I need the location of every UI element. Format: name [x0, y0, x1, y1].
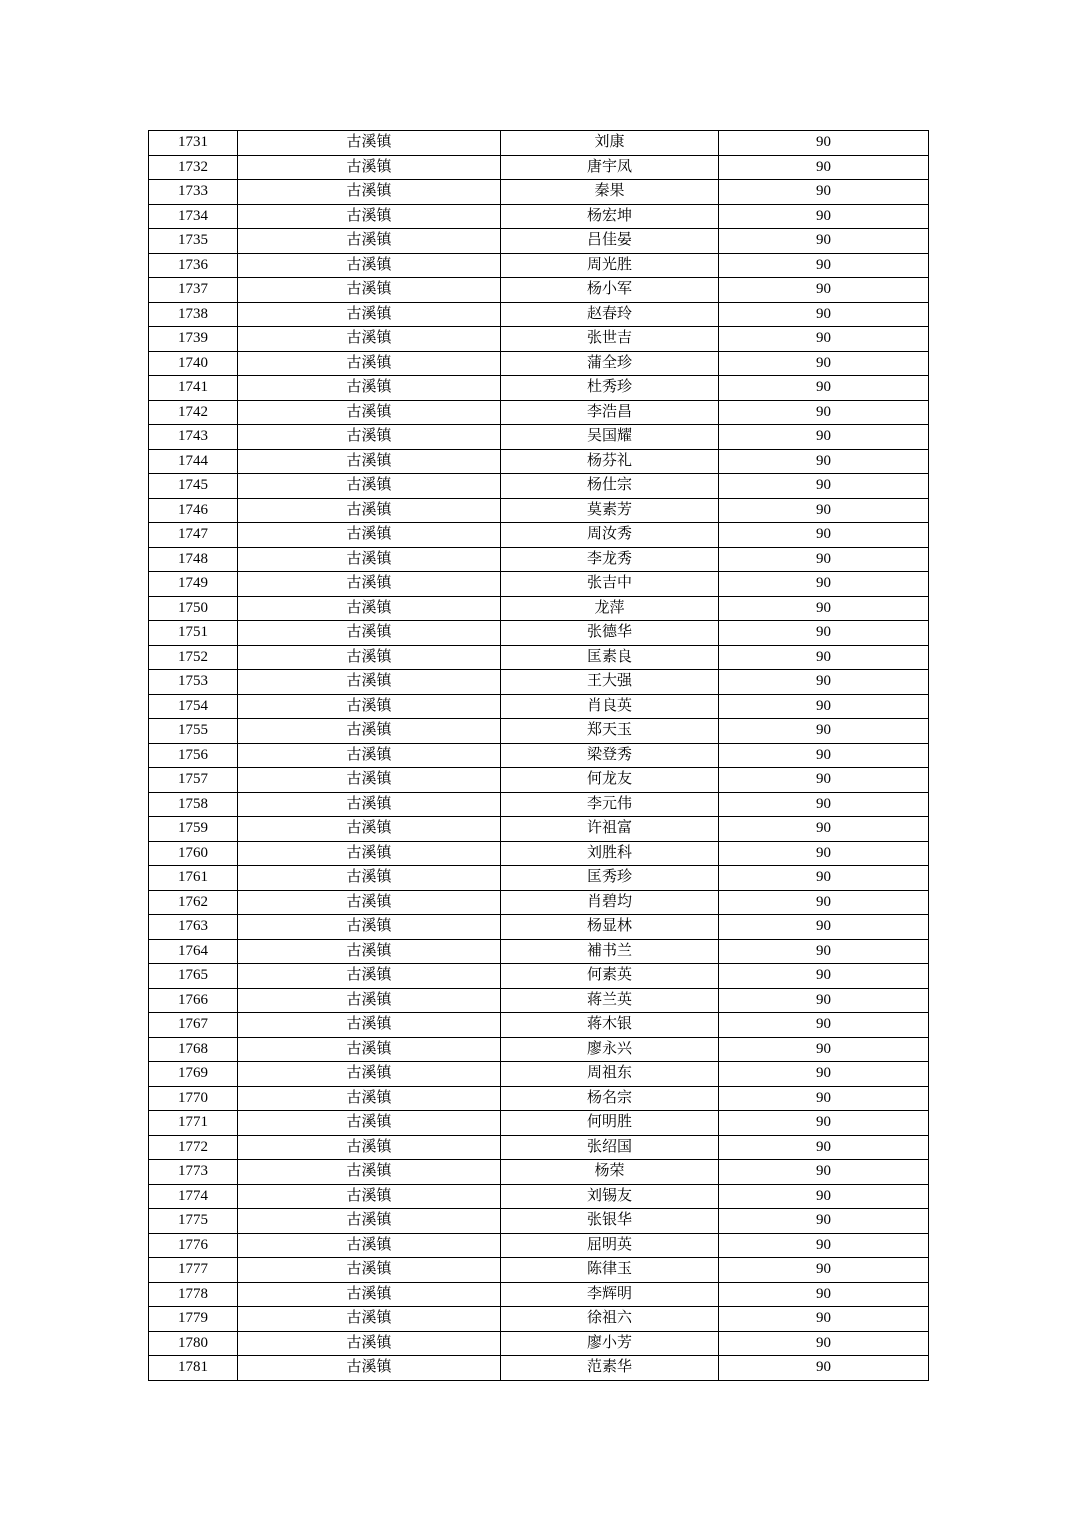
cell-person-name: 吴国耀: [501, 425, 719, 450]
cell-person-name: 廖永兴: [501, 1037, 719, 1062]
cell-row-number: 1766: [149, 988, 238, 1013]
cell-person-name: 李龙秀: [501, 547, 719, 572]
cell-person-name: 许祖富: [501, 817, 719, 842]
cell-score: 90: [719, 474, 929, 499]
cell-score: 90: [719, 964, 929, 989]
cell-score: 90: [719, 866, 929, 891]
cell-town: 古溪镇: [238, 866, 501, 891]
cell-row-number: 1762: [149, 890, 238, 915]
cell-town: 古溪镇: [238, 253, 501, 278]
cell-person-name: 张世吉: [501, 327, 719, 352]
cell-town: 古溪镇: [238, 1331, 501, 1356]
cell-row-number: 1736: [149, 253, 238, 278]
cell-score: 90: [719, 572, 929, 597]
table-row: [149, 1135, 929, 1160]
cell-person-name: 何素英: [501, 964, 719, 989]
cell-score: 90: [719, 1258, 929, 1283]
cell-row-number: 1763: [149, 915, 238, 940]
cell-town: 古溪镇: [238, 841, 501, 866]
table-row: [149, 278, 929, 303]
table-row: [149, 229, 929, 254]
cell-town: 古溪镇: [238, 964, 501, 989]
cell-row-number: 1755: [149, 719, 238, 744]
cell-row-number: 1771: [149, 1111, 238, 1136]
table-row: [149, 1331, 929, 1356]
cell-row-number: 1754: [149, 694, 238, 719]
cell-person-name: 杜秀珍: [501, 376, 719, 401]
cell-town: 古溪镇: [238, 670, 501, 695]
cell-town: 古溪镇: [238, 229, 501, 254]
table-row: [149, 1160, 929, 1185]
table-row: [149, 180, 929, 205]
table-row: [149, 841, 929, 866]
cell-score: 90: [719, 523, 929, 548]
table-row: [149, 155, 929, 180]
cell-person-name: 张德华: [501, 621, 719, 646]
cell-row-number: 1756: [149, 743, 238, 768]
table-row: [149, 1111, 929, 1136]
cell-row-number: 1778: [149, 1282, 238, 1307]
cell-row-number: 1739: [149, 327, 238, 352]
cell-person-name: 徐祖六: [501, 1307, 719, 1332]
cell-person-name: 蒋兰英: [501, 988, 719, 1013]
cell-row-number: 1731: [149, 131, 238, 156]
cell-town: 古溪镇: [238, 351, 501, 376]
cell-town: 古溪镇: [238, 890, 501, 915]
cell-town: 古溪镇: [238, 523, 501, 548]
cell-person-name: 補书兰: [501, 939, 719, 964]
cell-score: 90: [719, 229, 929, 254]
cell-row-number: 1753: [149, 670, 238, 695]
cell-row-number: 1775: [149, 1209, 238, 1234]
cell-town: 古溪镇: [238, 1184, 501, 1209]
cell-row-number: 1780: [149, 1331, 238, 1356]
cell-person-name: 刘锡友: [501, 1184, 719, 1209]
cell-person-name: 匡秀珍: [501, 866, 719, 891]
cell-person-name: 李浩昌: [501, 400, 719, 425]
cell-score: 90: [719, 1184, 929, 1209]
table-row: [149, 523, 929, 548]
cell-person-name: 杨芬礼: [501, 449, 719, 474]
cell-row-number: 1781: [149, 1356, 238, 1381]
table-row: [149, 1013, 929, 1038]
cell-person-name: 莫素芳: [501, 498, 719, 523]
cell-row-number: 1734: [149, 204, 238, 229]
cell-row-number: 1761: [149, 866, 238, 891]
cell-row-number: 1779: [149, 1307, 238, 1332]
table-row: [149, 719, 929, 744]
table-row: [149, 915, 929, 940]
cell-person-name: 匡素良: [501, 645, 719, 670]
table-row: [149, 596, 929, 621]
cell-town: 古溪镇: [238, 1282, 501, 1307]
cell-row-number: 1732: [149, 155, 238, 180]
cell-town: 古溪镇: [238, 1307, 501, 1332]
cell-row-number: 1733: [149, 180, 238, 205]
cell-score: 90: [719, 817, 929, 842]
table-row: [149, 964, 929, 989]
cell-person-name: 何龙友: [501, 768, 719, 793]
cell-town: 古溪镇: [238, 596, 501, 621]
cell-person-name: 杨仕宗: [501, 474, 719, 499]
table-row: [149, 302, 929, 327]
cell-row-number: 1774: [149, 1184, 238, 1209]
cell-person-name: 周汝秀: [501, 523, 719, 548]
table-row: [149, 547, 929, 572]
cell-row-number: 1741: [149, 376, 238, 401]
cell-town: 古溪镇: [238, 768, 501, 793]
cell-score: 90: [719, 547, 929, 572]
cell-row-number: 1764: [149, 939, 238, 964]
cell-score: 90: [719, 792, 929, 817]
cell-person-name: 郑天玉: [501, 719, 719, 744]
cell-row-number: 1751: [149, 621, 238, 646]
table-row: [149, 572, 929, 597]
table-row: [149, 1037, 929, 1062]
table-row: [149, 498, 929, 523]
table-row: [149, 400, 929, 425]
cell-row-number: 1765: [149, 964, 238, 989]
table-row: [149, 817, 929, 842]
cell-row-number: 1749: [149, 572, 238, 597]
cell-row-number: 1758: [149, 792, 238, 817]
cell-town: 古溪镇: [238, 425, 501, 450]
cell-town: 古溪镇: [238, 645, 501, 670]
cell-score: 90: [719, 351, 929, 376]
cell-row-number: 1772: [149, 1135, 238, 1160]
cell-town: 古溪镇: [238, 498, 501, 523]
cell-town: 古溪镇: [238, 449, 501, 474]
table-row: [149, 939, 929, 964]
table-row: [149, 645, 929, 670]
cell-person-name: 刘康: [501, 131, 719, 156]
cell-score: 90: [719, 180, 929, 205]
cell-score: 90: [719, 1037, 929, 1062]
cell-row-number: 1744: [149, 449, 238, 474]
cell-person-name: 杨宏坤: [501, 204, 719, 229]
cell-row-number: 1776: [149, 1233, 238, 1258]
cell-town: 古溪镇: [238, 1160, 501, 1185]
cell-score: 90: [719, 327, 929, 352]
cell-row-number: 1748: [149, 547, 238, 572]
cell-person-name: 杨荣: [501, 1160, 719, 1185]
cell-score: 90: [719, 1233, 929, 1258]
cell-person-name: 何明胜: [501, 1111, 719, 1136]
cell-row-number: 1745: [149, 474, 238, 499]
cell-person-name: 廖小芳: [501, 1331, 719, 1356]
cell-row-number: 1767: [149, 1013, 238, 1038]
cell-town: 古溪镇: [238, 204, 501, 229]
cell-row-number: 1738: [149, 302, 238, 327]
cell-score: 90: [719, 1086, 929, 1111]
cell-row-number: 1740: [149, 351, 238, 376]
cell-row-number: 1757: [149, 768, 238, 793]
cell-town: 古溪镇: [238, 1356, 501, 1381]
cell-row-number: 1760: [149, 841, 238, 866]
cell-row-number: 1752: [149, 645, 238, 670]
cell-score: 90: [719, 890, 929, 915]
cell-score: 90: [719, 694, 929, 719]
cell-town: 古溪镇: [238, 1086, 501, 1111]
cell-person-name: 屈明英: [501, 1233, 719, 1258]
cell-person-name: 张银华: [501, 1209, 719, 1234]
table-row: [149, 1356, 929, 1381]
cell-row-number: 1759: [149, 817, 238, 842]
cell-score: 90: [719, 1135, 929, 1160]
table-row: [149, 131, 929, 156]
cell-town: 古溪镇: [238, 180, 501, 205]
cell-score: 90: [719, 278, 929, 303]
cell-town: 古溪镇: [238, 1062, 501, 1087]
table-row: [149, 768, 929, 793]
cell-town: 古溪镇: [238, 302, 501, 327]
table-row: [149, 988, 929, 1013]
cell-town: 古溪镇: [238, 1111, 501, 1136]
cell-person-name: 周光胜: [501, 253, 719, 278]
cell-score: 90: [719, 1307, 929, 1332]
cell-score: 90: [719, 621, 929, 646]
cell-score: 90: [719, 1282, 929, 1307]
cell-town: 古溪镇: [238, 376, 501, 401]
data-table: [148, 130, 929, 1381]
cell-score: 90: [719, 1013, 929, 1038]
cell-score: 90: [719, 841, 929, 866]
cell-score: 90: [719, 915, 929, 940]
table-row: [149, 890, 929, 915]
cell-score: 90: [719, 670, 929, 695]
table-row: [149, 204, 929, 229]
table-body: [149, 131, 929, 1381]
cell-row-number: 1742: [149, 400, 238, 425]
cell-row-number: 1773: [149, 1160, 238, 1185]
cell-person-name: 杨小军: [501, 278, 719, 303]
cell-score: 90: [719, 204, 929, 229]
table-row: [149, 670, 929, 695]
cell-person-name: 王大强: [501, 670, 719, 695]
cell-person-name: 吕佳晏: [501, 229, 719, 254]
cell-score: 90: [719, 1111, 929, 1136]
cell-score: 90: [719, 302, 929, 327]
cell-person-name: 秦果: [501, 180, 719, 205]
table-row: [149, 327, 929, 352]
cell-town: 古溪镇: [238, 155, 501, 180]
cell-town: 古溪镇: [238, 474, 501, 499]
table-row: [149, 792, 929, 817]
cell-town: 古溪镇: [238, 817, 501, 842]
cell-score: 90: [719, 1062, 929, 1087]
table-row: [149, 1209, 929, 1234]
table-row: [149, 1258, 929, 1283]
cell-town: 古溪镇: [238, 400, 501, 425]
cell-person-name: 杨名宗: [501, 1086, 719, 1111]
cell-town: 古溪镇: [238, 327, 501, 352]
table-row: [149, 743, 929, 768]
cell-row-number: 1746: [149, 498, 238, 523]
cell-person-name: 肖碧均: [501, 890, 719, 915]
cell-town: 古溪镇: [238, 1135, 501, 1160]
cell-person-name: 蒲全珍: [501, 351, 719, 376]
cell-score: 90: [719, 645, 929, 670]
cell-score: 90: [719, 449, 929, 474]
cell-town: 古溪镇: [238, 278, 501, 303]
table-row: [149, 1062, 929, 1087]
cell-person-name: 赵春玲: [501, 302, 719, 327]
cell-town: 古溪镇: [238, 572, 501, 597]
cell-score: 90: [719, 131, 929, 156]
cell-row-number: 1747: [149, 523, 238, 548]
cell-town: 古溪镇: [238, 1037, 501, 1062]
cell-score: 90: [719, 768, 929, 793]
cell-score: 90: [719, 155, 929, 180]
cell-score: 90: [719, 596, 929, 621]
cell-row-number: 1768: [149, 1037, 238, 1062]
table-row: [149, 1282, 929, 1307]
cell-row-number: 1743: [149, 425, 238, 450]
cell-town: 古溪镇: [238, 1258, 501, 1283]
cell-person-name: 张吉中: [501, 572, 719, 597]
cell-person-name: 杨显林: [501, 915, 719, 940]
table-row: [149, 1184, 929, 1209]
cell-score: 90: [719, 376, 929, 401]
table-row: [149, 351, 929, 376]
cell-town: 古溪镇: [238, 988, 501, 1013]
cell-score: 90: [719, 1331, 929, 1356]
cell-town: 古溪镇: [238, 915, 501, 940]
cell-score: 90: [719, 400, 929, 425]
cell-person-name: 梁登秀: [501, 743, 719, 768]
cell-person-name: 龙萍: [501, 596, 719, 621]
cell-row-number: 1737: [149, 278, 238, 303]
cell-person-name: 张绍国: [501, 1135, 719, 1160]
cell-town: 古溪镇: [238, 1013, 501, 1038]
cell-town: 古溪镇: [238, 719, 501, 744]
cell-score: 90: [719, 253, 929, 278]
cell-row-number: 1777: [149, 1258, 238, 1283]
table-row: [149, 474, 929, 499]
cell-town: 古溪镇: [238, 694, 501, 719]
cell-score: 90: [719, 939, 929, 964]
cell-row-number: 1770: [149, 1086, 238, 1111]
cell-person-name: 唐宇凤: [501, 155, 719, 180]
table-row: [149, 1233, 929, 1258]
table-row: [149, 866, 929, 891]
cell-score: 90: [719, 743, 929, 768]
cell-person-name: 肖良英: [501, 694, 719, 719]
cell-row-number: 1735: [149, 229, 238, 254]
cell-score: 90: [719, 498, 929, 523]
table-row: [149, 1086, 929, 1111]
cell-person-name: 范素华: [501, 1356, 719, 1381]
cell-town: 古溪镇: [238, 621, 501, 646]
cell-town: 古溪镇: [238, 547, 501, 572]
cell-row-number: 1769: [149, 1062, 238, 1087]
cell-score: 90: [719, 425, 929, 450]
cell-town: 古溪镇: [238, 1209, 501, 1234]
cell-town: 古溪镇: [238, 792, 501, 817]
table-row: [149, 253, 929, 278]
table-row: [149, 449, 929, 474]
cell-person-name: 周祖东: [501, 1062, 719, 1087]
cell-row-number: 1750: [149, 596, 238, 621]
table-row: [149, 1307, 929, 1332]
table-row: [149, 694, 929, 719]
table-row: [149, 621, 929, 646]
cell-town: 古溪镇: [238, 743, 501, 768]
cell-score: 90: [719, 988, 929, 1013]
cell-town: 古溪镇: [238, 939, 501, 964]
cell-town: 古溪镇: [238, 131, 501, 156]
cell-score: 90: [719, 1160, 929, 1185]
cell-score: 90: [719, 719, 929, 744]
cell-score: 90: [719, 1356, 929, 1381]
cell-person-name: 蒋木银: [501, 1013, 719, 1038]
cell-person-name: 陈律玉: [501, 1258, 719, 1283]
cell-town: 古溪镇: [238, 1233, 501, 1258]
table-row: [149, 425, 929, 450]
cell-person-name: 刘胜科: [501, 841, 719, 866]
table-row: [149, 376, 929, 401]
cell-person-name: 李辉明: [501, 1282, 719, 1307]
cell-score: 90: [719, 1209, 929, 1234]
cell-person-name: 李元伟: [501, 792, 719, 817]
